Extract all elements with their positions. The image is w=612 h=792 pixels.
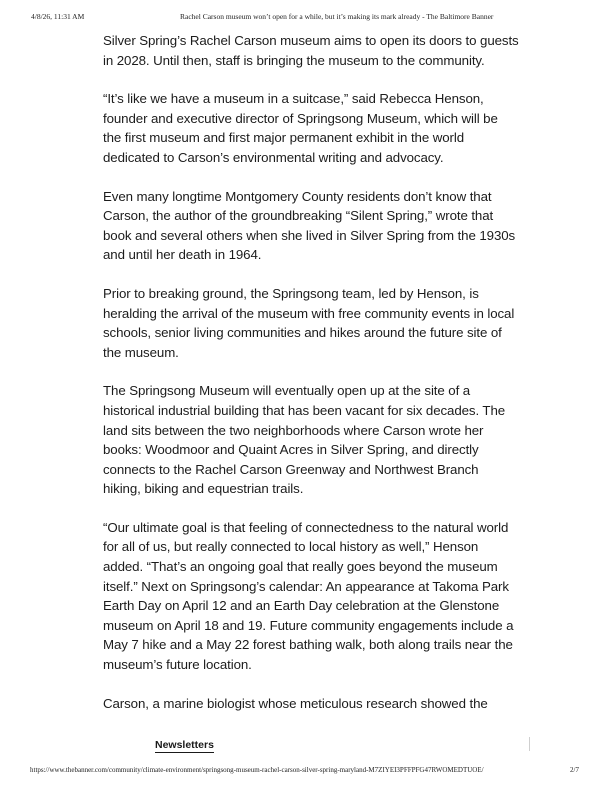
article-paragraph: Even many longtime Montgomery County residents don’t know that Carson, the author of the groundbreaking “Silent Spring,” wrote that book and several others when she lived in Silver Spring from the 1930s and until her death in 1964. bbox=[103, 188, 516, 263]
print-page-title: Rachel Carson museum won’t open for a while, but it’s making its mark already - The Baltimore Banner bbox=[180, 12, 494, 21]
print-footer bbox=[0, 766, 612, 778]
divider bbox=[529, 737, 530, 751]
article-paragraph: The Springsong Museum will eventually open up at the site of a historical industrial building that has been vacant for six decades. The land sits between the two neighborhoods where Carson wrote her books: Woodmoor and Quaint Acres in Silver Spring, and directly connects to the Rachel Carson Greenway and Northwest Branch hiking, biking and equestrian trails. bbox=[103, 383, 506, 497]
newsletters-link[interactable]: Newsletters bbox=[155, 739, 214, 751]
article-paragraph: Silver Spring’s Rachel Carson museum aims to open its doors to guests in 2028. Until then, staff is bringing the museum to the community. bbox=[103, 33, 519, 68]
article-paragraph: Carson, a marine biologist whose meticulous research showed the bbox=[103, 695, 488, 711]
article-body bbox=[103, 31, 519, 732]
article-paragraph: “It’s like we have a museum in a suitcase,” said Rebecca Henson, founder and executive director of Springsong Museum, which will be the first museum and first major permanent exhibit in the world dedicated to Carson’s environmental writing and advocacy. bbox=[103, 91, 498, 165]
page-url: https://www.thebanner.com/community/climate-environment/springsong-museum-rachel-carson-silver-spring-maryland-M7ZIYEI3PFFPFG47RWOMEDTUOE/ bbox=[30, 766, 484, 774]
print-header bbox=[0, 12, 612, 24]
print-date: 4/8/26, 11:31 AM bbox=[31, 12, 85, 21]
article-paragraph: “Our ultimate goal is that feeling of connectedness to the natural world for all of us, but really connected to local history as well,” Henson added. “That’s an ongoing goal that really goes beyond the museum itself.” Next on Springsong’s calendar: An appearance at Takoma Park Earth Day on April 12 and an Earth Day celebration at the Glenstone museum on April 18 and 19. Future community engagements include a May 7 hike and a May 22 forest bathing walk, both along trails near the museum’s future location. bbox=[103, 519, 514, 673]
page-number: 2/7 bbox=[570, 766, 579, 774]
article-paragraph: Prior to breaking ground, the Springsong team, led by Henson, is heralding the arrival of the museum with free community events in local schools, senior living communities and hikes around the future site of the museum. bbox=[103, 285, 515, 360]
